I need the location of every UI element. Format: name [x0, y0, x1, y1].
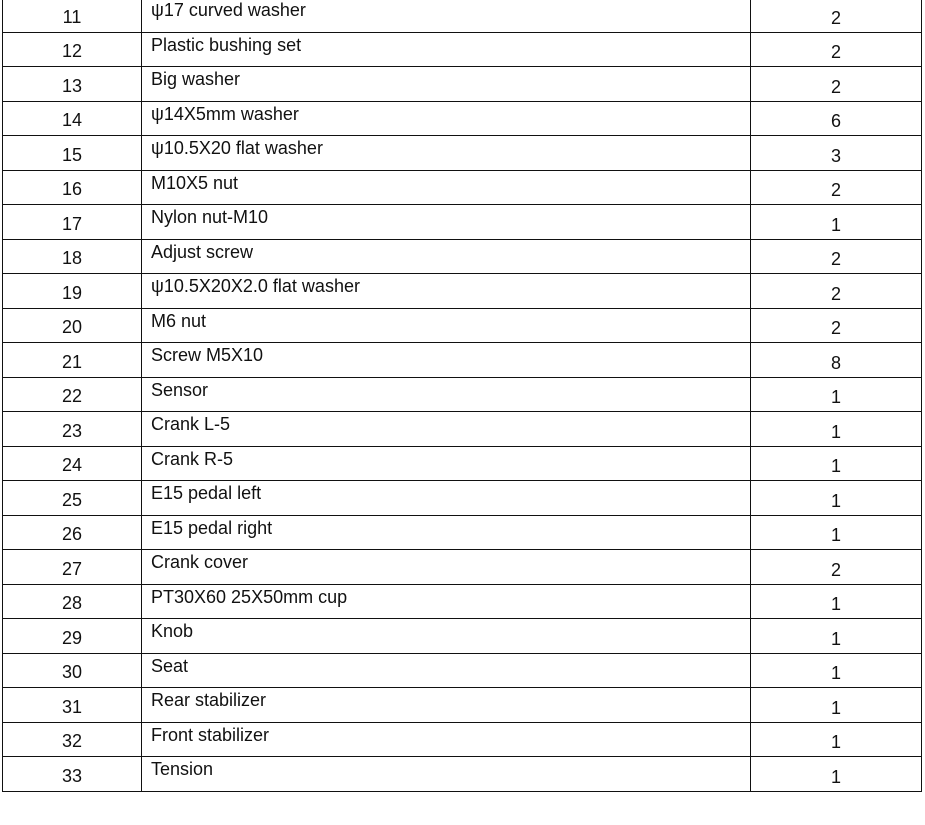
table-row — [3, 757, 922, 792]
part-quantity: 1 — [751, 688, 922, 723]
part-quantity: 1 — [751, 584, 922, 619]
part-name: ψ17 curved washer — [142, 0, 751, 32]
part-quantity: 1 — [751, 412, 922, 447]
table-row — [3, 170, 922, 205]
table-row — [3, 0, 922, 32]
part-name: Crank L-5 — [142, 412, 751, 447]
table-row — [3, 308, 922, 343]
part-number: 16 — [3, 170, 142, 205]
part-number: 28 — [3, 584, 142, 619]
part-quantity: 2 — [751, 170, 922, 205]
part-number: 32 — [3, 722, 142, 757]
part-number: 21 — [3, 343, 142, 378]
table-row — [3, 343, 922, 378]
part-number: 25 — [3, 481, 142, 516]
part-quantity: 1 — [751, 515, 922, 550]
part-name: Adjust screw — [142, 239, 751, 274]
part-quantity: 2 — [751, 239, 922, 274]
part-quantity: 1 — [751, 722, 922, 757]
part-quantity: 2 — [751, 0, 922, 32]
table-row — [3, 67, 922, 102]
table-row — [3, 619, 922, 654]
part-name: Crank cover — [142, 550, 751, 585]
part-number: 33 — [3, 757, 142, 792]
table-row — [3, 688, 922, 723]
part-number: 18 — [3, 239, 142, 274]
part-name: M6 nut — [142, 308, 751, 343]
table-row — [3, 446, 922, 481]
part-quantity: 1 — [751, 757, 922, 792]
table-row — [3, 377, 922, 412]
part-quantity: 2 — [751, 67, 922, 102]
part-number: 29 — [3, 619, 142, 654]
table-row — [3, 32, 922, 67]
part-number: 19 — [3, 274, 142, 309]
table-row — [3, 239, 922, 274]
table-row — [3, 412, 922, 447]
part-number: 15 — [3, 136, 142, 171]
part-quantity: 2 — [751, 274, 922, 309]
part-name: PT30X60 25X50mm cup — [142, 584, 751, 619]
part-number: 23 — [3, 412, 142, 447]
part-quantity: 1 — [751, 205, 922, 240]
table-row — [3, 584, 922, 619]
part-number: 13 — [3, 67, 142, 102]
part-quantity: 2 — [751, 308, 922, 343]
part-number: 27 — [3, 550, 142, 585]
part-number: 31 — [3, 688, 142, 723]
part-quantity: 2 — [751, 32, 922, 67]
part-quantity: 8 — [751, 343, 922, 378]
part-number: 22 — [3, 377, 142, 412]
table-row — [3, 274, 922, 309]
part-quantity: 1 — [751, 446, 922, 481]
part-name: Seat — [142, 653, 751, 688]
part-quantity: 1 — [751, 377, 922, 412]
part-number: 17 — [3, 205, 142, 240]
part-name: E15 pedal right — [142, 515, 751, 550]
part-number: 12 — [3, 32, 142, 67]
part-name: Nylon nut-M10 — [142, 205, 751, 240]
table-row — [3, 101, 922, 136]
part-quantity: 1 — [751, 619, 922, 654]
table-row — [3, 722, 922, 757]
part-name: Front stabilizer — [142, 722, 751, 757]
part-number: 30 — [3, 653, 142, 688]
part-name: Screw M5X10 — [142, 343, 751, 378]
part-quantity: 2 — [751, 550, 922, 585]
part-number: 20 — [3, 308, 142, 343]
part-name: Plastic bushing set — [142, 32, 751, 67]
part-name: Rear stabilizer — [142, 688, 751, 723]
part-name: E15 pedal left — [142, 481, 751, 516]
part-number: 11 — [3, 0, 142, 32]
part-quantity: 6 — [751, 101, 922, 136]
part-quantity: 1 — [751, 481, 922, 516]
table-row — [3, 136, 922, 171]
part-name: Crank R-5 — [142, 446, 751, 481]
part-name: Sensor — [142, 377, 751, 412]
part-name: Big washer — [142, 67, 751, 102]
part-number: 14 — [3, 101, 142, 136]
part-quantity: 1 — [751, 653, 922, 688]
table-row — [3, 653, 922, 688]
part-number: 26 — [3, 515, 142, 550]
part-name: Tension — [142, 757, 751, 792]
table-row — [3, 481, 922, 516]
part-name: Knob — [142, 619, 751, 654]
table-row — [3, 550, 922, 585]
part-name: M10X5 nut — [142, 170, 751, 205]
part-name: ψ10.5X20X2.0 flat washer — [142, 274, 751, 309]
parts-table — [2, 0, 922, 792]
table-row — [3, 515, 922, 550]
part-quantity: 3 — [751, 136, 922, 171]
part-name: ψ10.5X20 flat washer — [142, 136, 751, 171]
part-name: ψ14X5mm washer — [142, 101, 751, 136]
table-row — [3, 205, 922, 240]
part-number: 24 — [3, 446, 142, 481]
